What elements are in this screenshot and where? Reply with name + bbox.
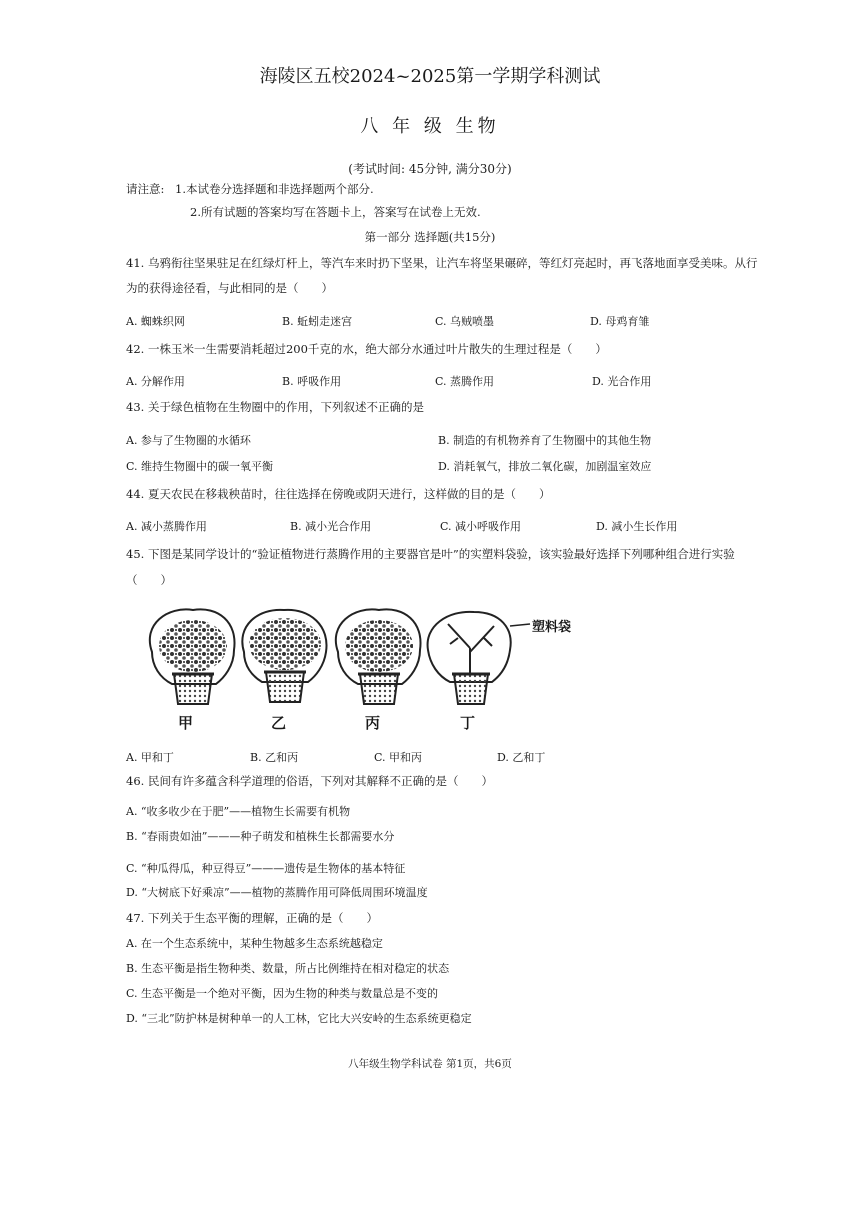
q43-option-d: D. 消耗氧气，排放二氧化碳，加剧温室效应 <box>438 460 652 473</box>
question-46-stem: 46. 民间有许多蕴含科学道理的俗语，下列对其解释不正确的是（ ） <box>126 774 493 788</box>
plant-jia-icon <box>150 609 235 704</box>
q45-option-a: A. 甲和丁 <box>126 751 174 764</box>
q43-option-c: C. 维持生物圈中的碳一氧平衡 <box>126 460 274 473</box>
question-45-stem: 45. 下图是某同学设计的“验证植物进行蒸腾作用的主要器官是叶”的实塑料袋验，该实验最好选择下列哪种组合进行实验 <box>126 547 735 561</box>
notice-label: 请注意: <box>126 182 165 196</box>
exam-subtitle: 八 年 级 生物 <box>360 116 500 137</box>
q47-option-a: A. 在一个生态系统中，某种生物越多生态系统越稳定 <box>126 937 383 950</box>
question-44-stem: 44. 夏天农民在移栽秧苗时，往往选择在傍晚或阴天进行，这样做的目的是（ ） <box>126 487 551 501</box>
section-title: 第一部分 选择题(共15分) <box>364 230 496 244</box>
exam-info: (考试时间: 45分钟, 满分30分) <box>348 162 512 176</box>
plant-yi-icon <box>242 610 326 702</box>
bag-label: 塑料袋 <box>532 620 572 635</box>
plant-bing-icon <box>336 609 421 704</box>
figure-label-ding: 丁 <box>460 714 476 732</box>
q47-option-b: B. 生态平衡是指生物种类、数量，所占比例维持在相对稳定的状态 <box>126 962 450 975</box>
q45-option-b: B. 乙和丙 <box>250 751 299 764</box>
q41-option-d: D. 母鸡育雏 <box>590 315 650 328</box>
page-footer: 八年级生物学科试卷 第1页，共6页 <box>348 1058 512 1070</box>
q42-option-a: A. 分解作用 <box>126 375 185 388</box>
question-41-stem-cont: 为的获得途径看，与此相同的是（ ） <box>126 281 333 295</box>
plant-ding-icon <box>428 612 530 704</box>
question-41-stem: 41. 乌鸦衔往坚果驻足在红绿灯杆上，等汽车来时扔下坚果，让汽车将坚果碾碎，等红灯亮起时，再飞落地面享受美味。从行 <box>126 256 758 270</box>
q44-option-c: C. 减小呼吸作用 <box>440 520 522 533</box>
q41-option-a: A. 蜘蛛织网 <box>126 315 185 328</box>
q42-option-d: D. 光合作用 <box>592 375 652 388</box>
question-47-stem: 47. 下列关于生态平衡的理解，正确的是（ ） <box>126 911 378 925</box>
notice-item-2: 2.所有试题的答案均写在答题卡上，答案写在试卷上无效. <box>190 205 481 219</box>
figure-label-jia: 甲 <box>178 714 194 732</box>
exam-title: 海陵区五校2024~2025第一学期学科测试 <box>259 66 601 87</box>
q47-option-d: D. “三北”防护林是树种单一的人工林，它比大兴安岭的生态系统更稳定 <box>126 1012 472 1025</box>
notice-item-1: 1.本试卷分选择题和非选择题两个部分. <box>175 182 374 196</box>
q42-option-c: C. 蒸腾作用 <box>435 375 495 388</box>
figure-label-yi: 乙 <box>271 714 287 732</box>
q46-option-a: A. “收多收少在于肥”——植物生长需要有机物 <box>126 805 351 818</box>
figure-label-bing: 丙 <box>365 714 381 732</box>
q44-option-a: A. 减小蒸腾作用 <box>126 520 207 533</box>
q41-option-c: C. 乌贼喷墨 <box>435 315 495 328</box>
q41-option-b: B. 蚯蚓走迷宫 <box>282 315 353 328</box>
q46-option-d: D. “大树底下好乘凉”——植物的蒸腾作用可降低周围环境温度 <box>126 886 428 899</box>
q47-option-c: C. 生态平衡是一个绝对平衡，因为生物的种类与数量总是不变的 <box>126 987 439 1000</box>
q45-option-c: C. 甲和丙 <box>374 751 423 764</box>
q43-option-b: B. 制造的有机物养育了生物圈中的其他生物 <box>438 434 652 447</box>
q46-option-b: B. “春雨贵如油”———种子萌发和植株生长都需要水分 <box>126 830 395 843</box>
q45-option-d: D. 乙和丁 <box>497 751 546 764</box>
q44-option-d: D. 减小生长作用 <box>596 520 678 533</box>
q44-option-b: B. 减小光合作用 <box>290 520 372 533</box>
q42-option-b: B. 呼吸作用 <box>282 375 342 388</box>
q43-option-a: A. 参与了生物圈的水循环 <box>126 434 251 447</box>
question-45-stem-cont: （ ） <box>126 573 172 587</box>
plant-bag-figure <box>138 604 588 734</box>
q46-option-c: C. “种瓜得瓜，种豆得豆”———遗传是生物体的基本特征 <box>126 862 406 875</box>
question-43-stem: 43. 关于绿色植物在生物圈中的作用，下列叙述不正确的是 <box>126 400 424 414</box>
question-42-stem: 42. 一株玉米一生需要消耗超过200千克的水，绝大部分水通过叶片散失的生理过程是（ ） <box>126 342 607 356</box>
